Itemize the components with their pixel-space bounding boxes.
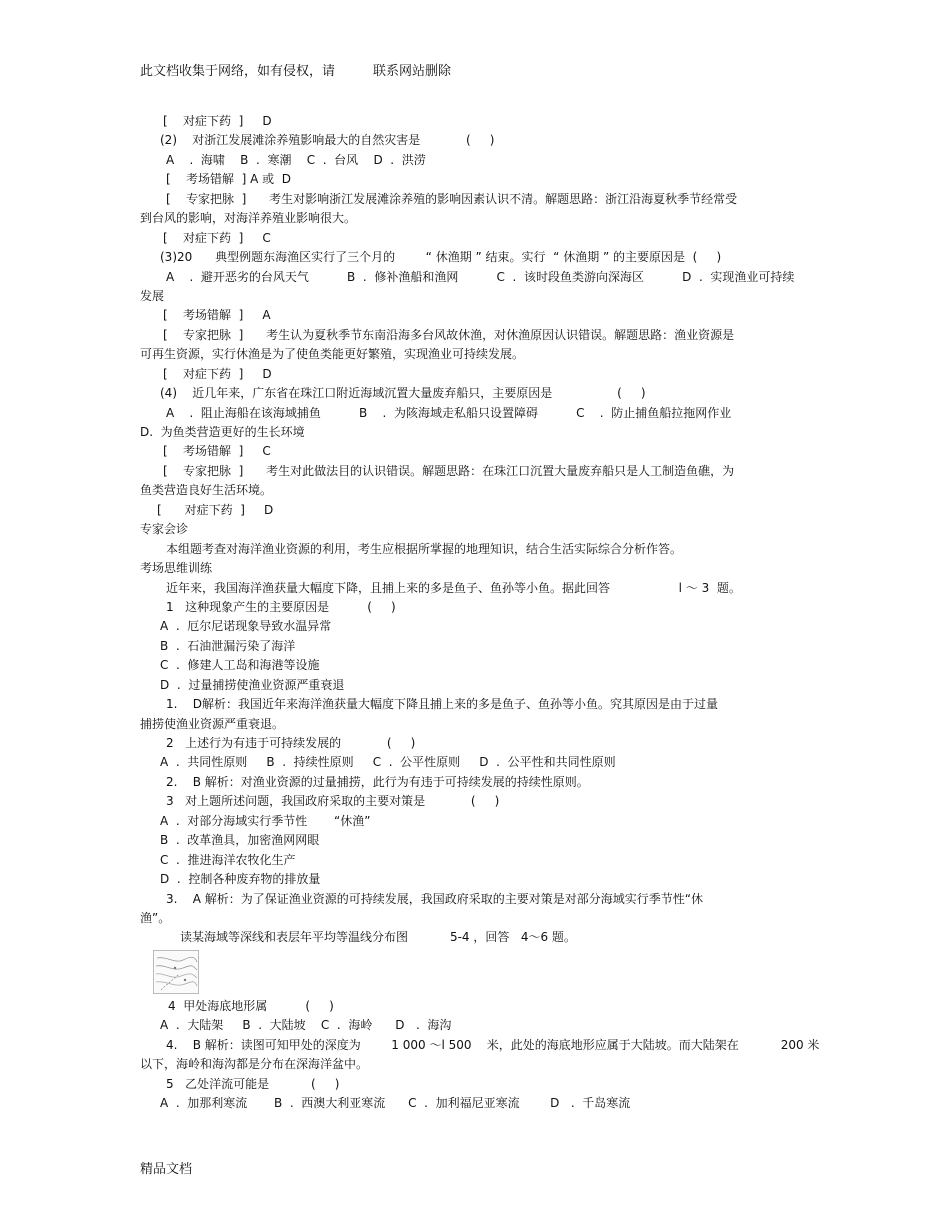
text-line	[0, 579, 950, 598]
line-text: 本组题考查对海洋渔业资源的利用，考生应根据所掌握的地理知识，结合生活实际综合分析作答。	[166, 541, 683, 556]
line-text: 以下，海岭和海沟都是分布在深海洋盆中。	[140, 1057, 369, 1072]
text-line	[0, 112, 950, 131]
contour-map-icon	[153, 950, 199, 994]
text-line	[0, 423, 950, 442]
text-line	[0, 637, 950, 656]
line-text: D. 为鱼类营造更好的生长环境	[140, 425, 305, 439]
line-text: A . 避开恶劣的台风天气 B . 修补渔船和渔网 C . 该时段鱼类游向深海区 D . 实现渔业可持续	[166, 269, 795, 284]
line-text: A . 厄尔尼诺现象导致水温异常	[160, 619, 332, 634]
text-line	[0, 248, 950, 267]
line-text: 4. B 解析：读图可知甲处的深度为 1 000 ～l 500 米，此处的海底地形应属于大陆坡。而大陆架在 200 米	[166, 1037, 820, 1052]
line-text: 4 甲处海底地形属 ( )	[168, 998, 334, 1013]
text-line	[0, 997, 950, 1016]
line-text: 鱼类营造良好生活环境。	[140, 483, 273, 498]
text-line	[0, 190, 950, 209]
text-line	[0, 1055, 950, 1074]
text-line	[0, 287, 950, 306]
text-line	[0, 229, 950, 248]
line-text: A . 共同性原则 B . 持续性原则 C . 公平性原则 D . 公平性和共同性原则	[160, 755, 616, 770]
text-line	[0, 598, 950, 617]
line-text: A . 大陆架 B . 大陆坡 C . 海岭 D . 海沟	[160, 1018, 452, 1033]
line-text: 考场思维训练	[140, 561, 213, 576]
text-line	[0, 268, 950, 287]
line-text: [ 考场错解 ] A	[163, 308, 271, 323]
text-line	[0, 345, 950, 364]
text-line	[0, 890, 950, 909]
line-text: [ 考场错解 ] A 或 D	[166, 172, 291, 187]
line-text: A . 海啸 B . 寒潮 C . 台风 D . 洪涝	[166, 152, 426, 167]
text-line	[0, 928, 950, 947]
text-line	[0, 792, 950, 811]
line-text: D . 过量捕捞使渔业资源严重衰退	[160, 677, 345, 692]
line-text: 3. A 解析：为了保证渔业资源的可持续发展，我国政府采取的主要对策是对部分海域实行季节性“休	[166, 891, 703, 906]
line-text: [ 专家把脉 ] 考生对影响浙江发展滩涂养殖的影响因素认识不清。解题思路：浙江沿海夏秋季节经常受	[166, 191, 738, 206]
text-line	[0, 384, 950, 403]
document-body	[0, 112, 950, 1113]
line-text: (3)20 典型例题东海渔区实行了三个月的 “ 休渔期 ” 结束。实行 “ 休渔期 ” 的主要原因是 ( )	[160, 250, 722, 265]
line-text: B . 改革渔具，加密渔网网眼	[160, 833, 320, 848]
line-text: [ 专家把脉 ] 考生认为夏秋季节东南沿海多台风故休渔，对休渔原因认识错误。解题思路：渔业资源是	[163, 327, 735, 342]
text-block-2	[0, 997, 950, 1114]
line-text: 读某海域等深线和表层年平均等温线分布图 5-4 ，回答 4～6 题。	[180, 930, 576, 945]
line-text: [ 专家把脉 ] 考生对此做法目的认识错误。解题思路：在珠江口沉置大量废弃船只是人工制造鱼礁，为	[163, 463, 735, 478]
text-line	[0, 501, 950, 520]
text-line	[0, 209, 950, 228]
text-line	[0, 870, 950, 889]
line-text: 渔”。	[140, 910, 171, 925]
text-line	[0, 404, 950, 423]
text-line	[0, 306, 950, 325]
line-text: [ 考场错解 ] C	[163, 444, 271, 459]
line-text: [ 对症下药 ] D	[163, 366, 272, 381]
text-line	[0, 695, 950, 714]
text-line	[0, 1036, 950, 1055]
text-line	[0, 734, 950, 753]
line-text: A . 加那利寒流 B . 西澳大利亚寒流 C . 加利福尼亚寒流 D . 千岛寒流	[160, 1096, 631, 1110]
text-line	[0, 851, 950, 870]
line-text: 2. B 解析：对渔业资源的过量捕捞，此行为有违于可持续发展的持续性原则。	[166, 774, 589, 789]
text-line	[0, 812, 950, 831]
line-text: (4) 近几年来，广东省在珠江口附近海域沉置大量废弃船只，主要原因是 ( )	[160, 386, 646, 401]
line-text: D . 控制各种废弃物的排放量	[160, 872, 321, 887]
text-line	[0, 559, 950, 578]
line-text: 1 这种现象产生的主要原因是 ( )	[166, 599, 396, 614]
line-text: 1. D解析：我国近年来海洋渔获量大幅度下降且捕上来的多是鱼子、鱼孙等小鱼。究其原因是由于过量	[166, 697, 718, 712]
text-line	[0, 442, 950, 461]
line-text: 发展	[140, 288, 165, 303]
header-text-2: 联系网站删除	[373, 64, 452, 79]
text-line	[0, 831, 950, 850]
line-text: [ 对症下药 ] D	[157, 502, 274, 517]
text-line	[0, 481, 950, 500]
line-text: 近年来，我国海洋渔获量大幅度下降，且捕上来的多是鱼子、鱼孙等小鱼。据此回答 l ～ 3 题。	[166, 580, 741, 595]
text-line	[0, 1094, 950, 1113]
line-text: A . 阻止海船在该海域捕鱼 B . 为陔海域走私船只设置障碍 C . 防止捕鱼船拉拖网作业	[166, 405, 732, 420]
text-line	[0, 1016, 950, 1035]
text-line	[0, 753, 950, 772]
text-line	[0, 131, 950, 150]
text-line	[0, 326, 950, 345]
text-line	[0, 170, 950, 189]
text-line	[0, 656, 950, 675]
text-line	[0, 617, 950, 636]
text-line	[0, 462, 950, 481]
line-text: B . 石油泄漏污染了海洋	[160, 638, 296, 653]
text-line	[0, 151, 950, 170]
line-text: [ 对症下药 ] D	[163, 114, 272, 128]
line-text: 专家会诊	[140, 522, 189, 537]
line-text: C . 修建人工岛和海港等设施	[160, 658, 320, 673]
line-text: 到台风的影响，对海洋养殖业影响很大。	[140, 211, 357, 226]
line-text: C . 推进海洋农牧化生产	[160, 852, 296, 867]
text-line	[0, 715, 950, 734]
line-text: 捕捞使渔业资源严重衰退。	[140, 716, 285, 731]
line-text: [ 对症下药 ] C	[163, 230, 271, 245]
page-header	[140, 60, 451, 79]
header-text-1: 此文档收集于网络，如有侵权，请	[140, 64, 336, 79]
line-text: A . 对部分海域实行季节性 “休渔”	[160, 813, 371, 828]
text-line	[0, 520, 950, 539]
page-footer: 精品文档	[140, 1162, 193, 1177]
line-text: 3 对上题所述问题，我国政府采取的主要对策是 ( )	[166, 794, 500, 809]
line-text: 可再生资源，实行休渔是为了使鱼类能更好繁殖，实现渔业可持续发展。	[140, 347, 525, 362]
text-line	[0, 773, 950, 792]
text-line	[0, 540, 950, 559]
text-line	[0, 909, 950, 928]
text-line	[0, 1075, 950, 1094]
figure-thumbnail	[153, 950, 199, 994]
line-text: 2 上述行为有违于可持续发展的 ( )	[166, 736, 416, 750]
line-text: (2) 对浙江发展滩涂养殖影响最大的自然灾害是 ( )	[160, 133, 495, 148]
text-block-1	[0, 112, 950, 948]
line-text: 5 乙处洋流可能是 ( )	[166, 1076, 340, 1091]
text-line	[0, 676, 950, 695]
text-line	[0, 365, 950, 384]
